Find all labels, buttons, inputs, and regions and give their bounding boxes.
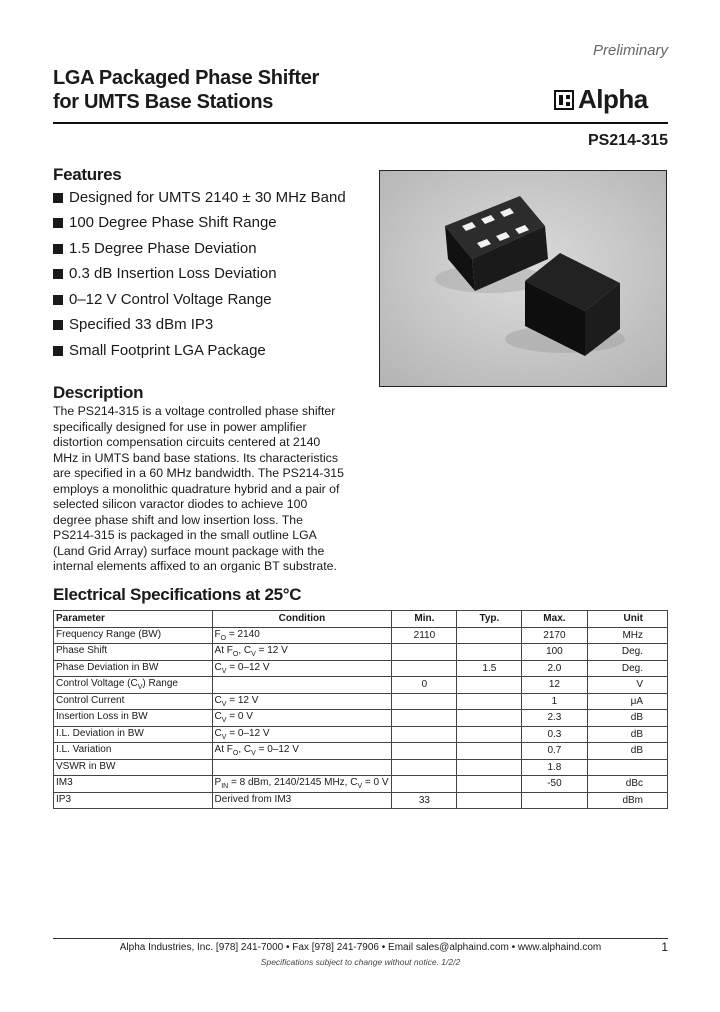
cell-parameter: Control Voltage $(C_V)$ Range xyxy=(54,677,213,694)
cell-max: 12 xyxy=(522,677,587,694)
table-header-row xyxy=(54,611,668,628)
cell-typ xyxy=(457,710,522,727)
cell-parameter: I.L. Deviation in BW xyxy=(54,726,213,743)
cell-max: 1 xyxy=(522,693,587,710)
cell-parameter: Insertion Loss in BW xyxy=(54,710,213,727)
cell-condition: $C_V = 0$ V xyxy=(212,710,392,727)
cell-parameter: I.L. Variation xyxy=(54,743,213,760)
cell-typ xyxy=(457,627,522,644)
cell-typ xyxy=(457,743,522,760)
alpha-logo-icon xyxy=(554,90,574,110)
features-list xyxy=(53,185,346,364)
specs-table-body xyxy=(54,627,668,809)
bullet-icon xyxy=(53,320,63,330)
cell-min xyxy=(392,743,457,760)
table-row xyxy=(54,776,668,793)
cell-parameter: Phase Deviation in BW xyxy=(54,660,213,677)
list-item: Small Footprint LGA Package xyxy=(53,338,346,364)
bullet-icon xyxy=(53,218,63,228)
list-item: Specified 33 dBm IP3 xyxy=(53,313,346,339)
cell-condition: $F_O = 2140$ xyxy=(212,627,392,644)
cell-condition: $C_V = 12$ V xyxy=(212,693,392,710)
cell-min xyxy=(392,644,457,661)
cell-typ xyxy=(457,677,522,694)
cell-unit: dB xyxy=(587,743,667,760)
table-row xyxy=(54,710,668,727)
footer-note: Specifications subject to change without notice. 1/2/2 xyxy=(260,957,461,967)
cell-parameter: IP3 xyxy=(54,792,213,809)
cell-max: 0.7 xyxy=(522,743,587,760)
table-row xyxy=(54,660,668,677)
cell-max: -50 xyxy=(522,776,587,793)
header-rule xyxy=(53,122,668,124)
cell-condition xyxy=(212,759,392,776)
cell-max: 1.8 xyxy=(522,759,587,776)
footer-contact: Alpha Industries, Inc. [978] 241-7000 • Fax [978] 241-7906 • Email sales@alphaind.com • www.alphaind.com xyxy=(119,942,602,953)
cell-typ: 1.5 xyxy=(457,660,522,677)
cell-max: 100 xyxy=(522,644,587,661)
cell-typ xyxy=(457,759,522,776)
table-row xyxy=(54,627,668,644)
list-item: Designed for UMTS 2140 ± 30 MHz Band xyxy=(53,185,346,211)
page-title xyxy=(53,66,319,114)
list-item: 100 Degree Phase Shift Range xyxy=(53,211,346,237)
features-heading: Features xyxy=(53,165,122,184)
table-row xyxy=(54,726,668,743)
col-condition: Condition xyxy=(212,611,392,628)
cell-min xyxy=(392,660,457,677)
cell-min xyxy=(392,759,457,776)
bullet-icon xyxy=(53,193,63,203)
title-line-1: LGA Packaged Phase Shifter xyxy=(53,67,319,89)
cell-unit: V xyxy=(587,677,667,694)
part-number: PS214-315 xyxy=(587,132,668,149)
cell-max xyxy=(522,792,587,809)
cell-condition: Derived from IM3 xyxy=(212,792,392,809)
bullet-icon xyxy=(53,269,63,279)
cell-unit: dB xyxy=(587,726,667,743)
description-heading: Description xyxy=(53,383,144,402)
bullet-icon xyxy=(53,295,63,305)
cell-unit: dBc xyxy=(587,776,667,793)
list-item: 0.3 dB Insertion Loss Deviation xyxy=(53,262,346,288)
list-item: 1.5 Degree Phase Deviation xyxy=(53,236,346,262)
specs-heading: Electrical Specifications at 25°C xyxy=(53,585,302,604)
bullet-icon xyxy=(53,346,63,356)
preliminary-label: Preliminary xyxy=(592,42,668,59)
cell-typ xyxy=(457,792,522,809)
table-row xyxy=(54,677,668,694)
cell-condition: $C_V = 0-12$ V xyxy=(212,726,392,743)
cell-condition xyxy=(212,677,392,694)
cell-min: 33 xyxy=(392,792,457,809)
cell-parameter: Frequency Range (BW) xyxy=(54,627,213,644)
table-row xyxy=(54,759,668,776)
footer-rule xyxy=(53,938,668,939)
cell-unit: Deg. xyxy=(587,660,667,677)
cell-parameter: VSWR in BW xyxy=(54,759,213,776)
cell-condition: $C_V = 0-12$ V xyxy=(212,660,392,677)
specs-table xyxy=(53,610,668,809)
bullet-icon xyxy=(53,244,63,254)
table-row xyxy=(54,792,668,809)
title-line-2: for UMTS Base Stations xyxy=(53,91,274,113)
cell-min: 0 xyxy=(392,677,457,694)
col-unit: Unit xyxy=(587,611,667,628)
cell-unit: Deg. xyxy=(587,644,667,661)
cell-max: 0.3 xyxy=(522,726,587,743)
cell-min: 2110 xyxy=(392,627,457,644)
col-parameter: Parameter xyxy=(54,611,213,628)
cell-unit: MHz xyxy=(587,627,667,644)
col-typ: Typ. xyxy=(457,611,522,628)
page-number: 1 xyxy=(661,940,668,954)
company-logo xyxy=(554,84,648,115)
cell-max: 2.3 xyxy=(522,710,587,727)
table-row xyxy=(54,644,668,661)
cell-unit: dB xyxy=(587,710,667,727)
cell-unit: dBm xyxy=(587,792,667,809)
cell-typ xyxy=(457,693,522,710)
col-min: Min. xyxy=(392,611,457,628)
cell-parameter: IM3 xyxy=(54,776,213,793)
cell-min xyxy=(392,726,457,743)
list-item: 0–12 V Control Voltage Range xyxy=(53,287,346,313)
cell-condition: $P_{IN} = 8$ dBm, 2140/2145 MHz, $C_V = 0$ V xyxy=(212,776,392,793)
cell-unit xyxy=(587,759,667,776)
cell-typ xyxy=(457,726,522,743)
description-text: The PS214-315 is a voltage controlled phase shifter specifically designed for use in power amplifier distortion compensation circuits centered at 2140 MHz in UMTS band base stations. Its characteristics are specified in a 60 MHz bandwidth. The PS214-315 employs a monolithic quadrature hybrid and a pair of selected silicon varactor diodes to achieve 100 degree phase shift and low insertion loss. The PS214-315 is packaged in the small outline LGA (Land Grid Array) surface mount package with the internal elements affixed to an organic BT substrate. xyxy=(53,404,344,573)
cell-min xyxy=(392,776,457,793)
product-photo xyxy=(379,170,667,387)
cell-max: 2170 xyxy=(522,627,587,644)
cell-min xyxy=(392,693,457,710)
table-row xyxy=(54,743,668,760)
cell-parameter: Phase Shift xyxy=(54,644,213,661)
table-row xyxy=(54,693,668,710)
cell-parameter: Control Current xyxy=(54,693,213,710)
cell-min xyxy=(392,710,457,727)
cell-condition: At $F_O$, $C_V = 12$ V xyxy=(212,644,392,661)
cell-typ xyxy=(457,776,522,793)
cell-unit: μA xyxy=(587,693,667,710)
cell-max: 2.0 xyxy=(522,660,587,677)
cell-condition: At $F_O$, $C_V = 0-12$ V xyxy=(212,743,392,760)
cell-typ xyxy=(457,644,522,661)
col-max: Max. xyxy=(522,611,587,628)
lga-package-image xyxy=(380,171,667,387)
logo-text: Alpha xyxy=(578,84,648,114)
